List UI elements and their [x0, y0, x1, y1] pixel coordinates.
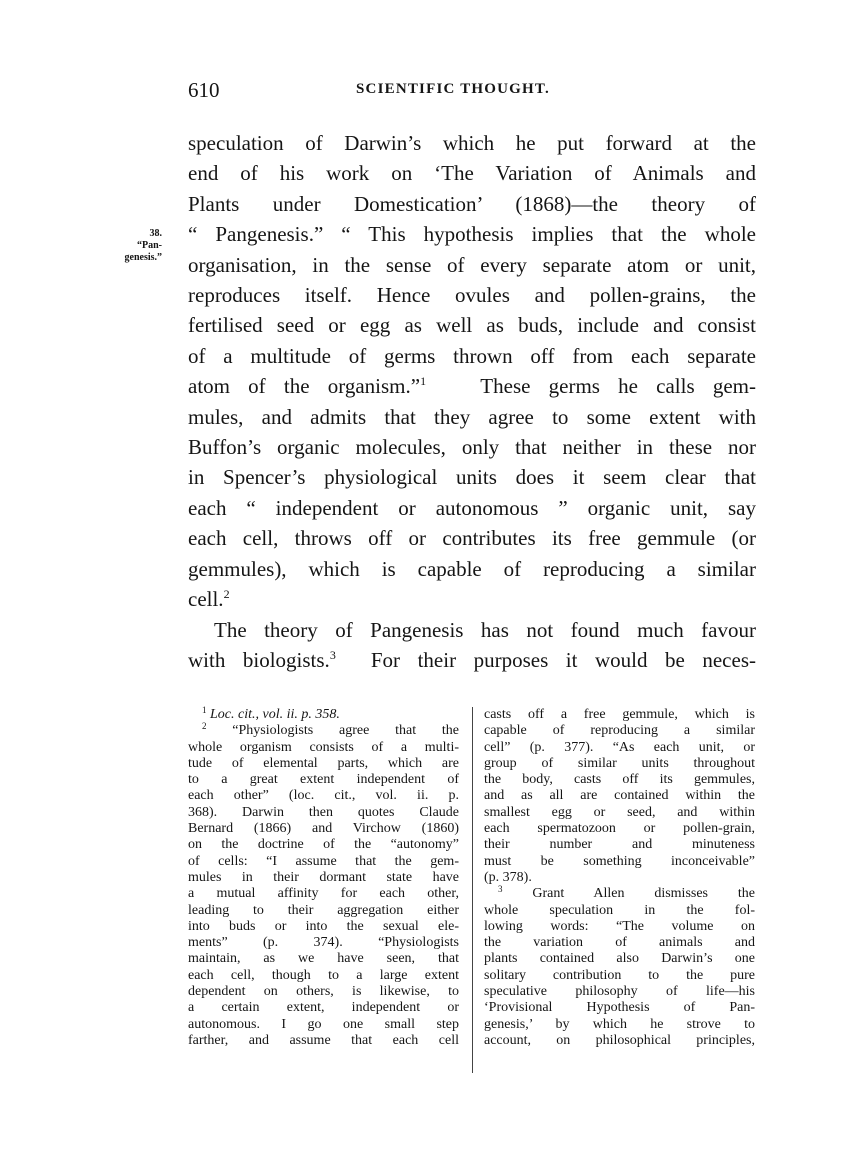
margin-note-line: “Pan- — [137, 240, 162, 251]
footnote-line: each cell, though to a large extent — [188, 967, 459, 983]
footnote-line: cell” (p. 377). “As each unit, or — [484, 739, 755, 755]
text-line — [188, 645, 756, 675]
footnote-ref: 2 — [223, 587, 230, 602]
footnote-line: whole organism consists of a multi- — [188, 739, 459, 755]
footnote-line: autonomous. I go one small step — [188, 1016, 459, 1032]
text-line: speculation of Darwin’s which he put forward at the — [188, 131, 756, 155]
footnote-line: into buds or into the sexual ele- — [188, 918, 459, 934]
text-line — [188, 371, 756, 401]
footnote-line: (p. 378). — [484, 869, 532, 885]
page-header — [188, 78, 758, 104]
footnote-line: speculative philosophy of life—his — [484, 984, 755, 1000]
footnote-marker: 2 — [202, 721, 207, 732]
main-text — [188, 128, 756, 675]
footnote-line: ments” (p. 374). “Physiologists — [188, 935, 459, 951]
footnote-ref: 3 — [329, 647, 336, 662]
footnote-line: to a great extent independent of — [188, 772, 459, 788]
footnote-line: the body, casts off its gemmules, — [484, 772, 755, 788]
footnote-marker: 3 — [498, 884, 503, 895]
footnote-line — [188, 723, 459, 739]
text-line: in Spencer’s physiological units does it seem clear that — [188, 465, 756, 490]
footnote-column-left — [188, 707, 459, 1049]
text-line: The theory of Pangenesis has not found much favour — [214, 617, 756, 642]
footnote-line: farther, and assume that each cell — [188, 1032, 459, 1048]
footnote-line: ‘Provisional Hypothesis of Pan- — [484, 1000, 755, 1016]
text-line: each cell, throws off or contributes its free gemmule (or — [188, 526, 756, 551]
footnote-line: and as all are contained within the — [484, 788, 755, 804]
text-line: Plants under Domestication’ (1868)—the theory of — [188, 191, 756, 216]
footnote-line: Bernard (1866) and Virchow (1860) — [188, 821, 459, 837]
text-line: fertilised seed or egg as well as buds, include and consist — [188, 313, 756, 338]
footnote-line: mules in their dormant state have — [188, 869, 459, 885]
margin-note-section-number: 38. — [149, 228, 162, 239]
footnote-line: leading to their aggregation either — [188, 902, 459, 918]
footnote-text: Grant Allen dismisses the — [532, 886, 755, 902]
text-segment: For their purposes it would be neces- — [370, 647, 756, 672]
footnote-line — [188, 707, 459, 723]
footnote-line: the variation of animals and — [484, 935, 755, 951]
margin-note-line: genesis.” — [124, 252, 162, 263]
text-segment: atom of the organism.” — [188, 374, 421, 399]
text-line: of a multitude of germs thrown off from each separate — [188, 343, 756, 368]
footnote-line: lowing words: “The volume on — [484, 918, 755, 934]
footnote-text: Loc. cit., vol. ii. p. 358. — [210, 707, 340, 722]
text-line: each “ independent or autonomous ” organic unit, say — [188, 495, 756, 520]
footnote-line: their number and minuteness — [484, 837, 755, 853]
footnote-line: genesis,’ by which he strove to — [484, 1016, 755, 1032]
margin-note — [92, 228, 162, 264]
page-number: 610 — [188, 78, 220, 102]
footnote-line: capable of reproducing a similar — [484, 723, 755, 739]
footnote-line: tude of elemental parts, which are — [188, 755, 459, 771]
text-line: end of his work on ‘The Variation of Animals and — [188, 161, 756, 186]
text-line: “ Pangenesis.” “ This hypothesis implies that the whole — [188, 222, 756, 247]
text-line — [188, 584, 756, 614]
footnote-line: smallest egg or seed, and within — [484, 804, 755, 820]
footnote-line: must be something inconceivable” — [484, 853, 755, 869]
footnote-line: of cells: “I assume that the gem- — [188, 853, 459, 869]
text-segment: with biologists. — [188, 647, 330, 672]
footnote-line: on the doctrine of the “autonomy” — [188, 837, 459, 853]
running-head: SCIENTIFIC THOUGHT. — [356, 81, 550, 97]
text-line: gemmules), which is capable of reproducing a similar — [188, 556, 756, 581]
footnote-line: maintain, as we have seen, that — [188, 951, 459, 967]
footnote-line: each other” (loc. cit., vol. ii. p. — [188, 788, 459, 804]
footnote-ref: 1 — [420, 374, 427, 389]
footnote-line: casts off a free gemmule, which is — [484, 707, 755, 722]
footnote-line: whole speculation in the fol- — [484, 902, 755, 918]
text-line: organisation, in the sense of every separate atom or unit, — [188, 252, 756, 277]
footnote-marker: 1 — [202, 705, 207, 715]
text-segment: These germs he calls gem- — [480, 374, 756, 399]
footnote-column-right — [484, 707, 755, 1049]
footnote-line: a certain extent, independent or — [188, 1000, 459, 1016]
text-line: reproduces itself. Hence ovules and pollen-grains, the — [188, 283, 756, 308]
footnote-line: solitary contribution to the pure — [484, 967, 755, 983]
footnote-line: each spermatozoon or pollen-grain, — [484, 821, 755, 837]
footnote-line: account, on philosophical principles, — [484, 1032, 755, 1048]
column-divider — [472, 707, 473, 1073]
footnote-line: a mutual affinity for each other, — [188, 886, 459, 902]
text-line: mules, and admits that they agree to some extent with — [188, 404, 756, 429]
footnote-text: “Physiologists agree that the — [232, 723, 459, 739]
footnote-line: 368). Darwin then quotes Claude — [188, 804, 459, 820]
footnote-line: group of similar units throughout — [484, 755, 755, 771]
text-segment: cell. — [188, 587, 224, 612]
footnote-line: plants contained also Darwin’s one — [484, 951, 755, 967]
footnote-line — [484, 886, 755, 902]
footnote-line: dependent on others, is likewise, to — [188, 984, 459, 1000]
text-line: Buffon’s organic molecules, only that neither in these nor — [188, 435, 756, 460]
